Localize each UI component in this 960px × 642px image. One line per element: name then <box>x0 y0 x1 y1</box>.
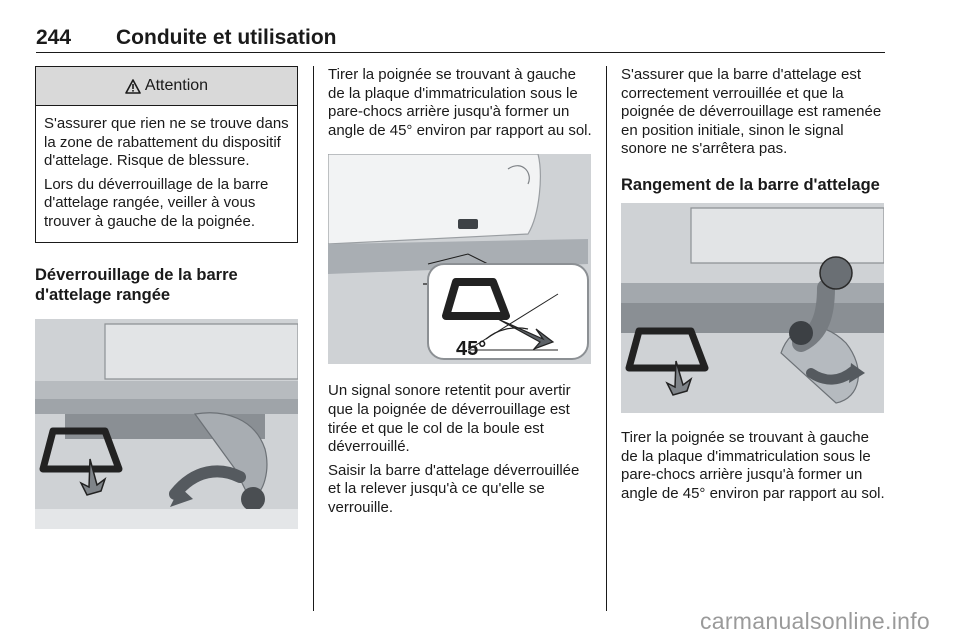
column-1 <box>35 66 299 529</box>
column-2 <box>328 66 592 518</box>
section-heading-unlock: Déverrouillage de la barre d'attelage rangée <box>35 265 238 304</box>
page-number: 244 <box>36 26 72 49</box>
page-title: Conduite et utilisation <box>116 26 337 49</box>
column-divider-1 <box>313 66 314 611</box>
warning-triangle-icon <box>125 79 141 94</box>
warning-header <box>36 67 297 106</box>
col2-paragraph-1: Tirer la poignée se trouvant à gauche de la plaque d'immatriculation sous le pare-chocs arrière jusqu'à former un angle de 45° environ par rapport au sol. <box>328 66 592 139</box>
warning-paragraph-2: Lors du déverrouillage de la barre d'attelage rangée, veiller à vous trouver à gauche de la poignée. <box>44 175 269 230</box>
warning-title: Attention <box>144 77 209 94</box>
col3-paragraph-2: Tirer la poignée se trouvant à gauche de la plaque d'immatriculation sous le pare-chocs arrière jusqu'à former un angle de 45° environ par rapport au sol. <box>621 428 885 502</box>
col2-paragraph-2: Un signal sonore retentit pour avertir que la poignée de déverrouillage est tirée et que le col de la boule est déverrouillé. <box>328 382 571 456</box>
warning-body <box>36 106 297 242</box>
section-heading-storage: Rangement de la barre d'attelage <box>621 175 880 194</box>
illustration-towbar-unlock <box>35 319 298 529</box>
col3-paragraph-1: S'assurer que la barre d'attelage est correctement verrouillée et que la poignée de déverrouillage est ramenée en position initiale, sinon le signal sonore ne s'arrêtera pas. <box>621 66 882 158</box>
column-divider-2 <box>606 66 607 611</box>
col2-paragraph-3: Saisir la barre d'attelage déverrouillée et la relever jusqu'à ce qu'elle se verrouille. <box>328 461 580 516</box>
watermark-text: carmanualsonline.info <box>699 608 930 634</box>
column-3 <box>621 66 885 503</box>
illustration-release-handle <box>328 154 591 364</box>
figure-angle-label: 45° <box>456 338 487 361</box>
illustration-towbar-storage <box>621 203 884 413</box>
page-header <box>36 26 885 53</box>
warning-box <box>35 66 298 243</box>
warning-paragraph-1: S'assurer que rien ne se trouve dans la zone de rabattement du dispositif d'attelage. Risque de blessure. <box>44 115 289 170</box>
